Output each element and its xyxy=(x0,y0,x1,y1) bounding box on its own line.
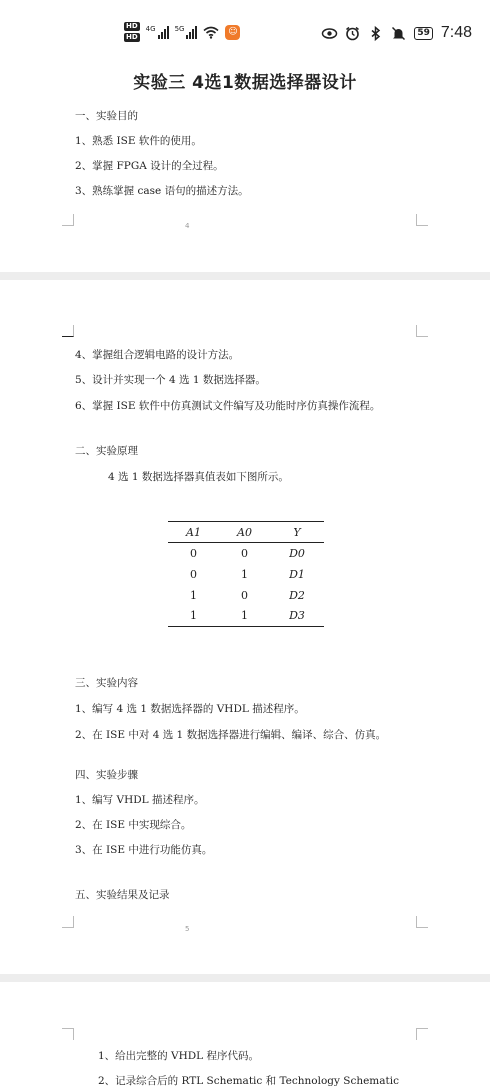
page-corner-mark xyxy=(62,1028,74,1040)
table-cell: D1 xyxy=(289,567,305,581)
section3-heading: 三、实验内容 xyxy=(75,677,138,689)
section2-intro: 4 选 1 数据选择器真值表如下图所示。 xyxy=(108,471,289,483)
signal-strength-sim1-icon xyxy=(146,25,169,39)
notification-app-icon: ☺ xyxy=(225,25,240,40)
wifi-icon xyxy=(203,26,219,39)
table-cell: 0 xyxy=(241,546,248,560)
hd-indicators xyxy=(124,22,140,42)
table-cell: 1 xyxy=(190,609,197,623)
page-corner-mark xyxy=(62,325,74,337)
objective-item: 3、熟练掌握 case 语句的描述方法。 xyxy=(75,185,249,197)
table-cell: 0 xyxy=(241,588,248,602)
hd-voice-icon-2: HD xyxy=(126,33,138,41)
objective-item: 1、熟悉 ISE 软件的使用。 xyxy=(75,135,202,147)
result-item: 2、记录综合后的 RTL Schematic 和 Technology Schematic xyxy=(98,1075,399,1087)
table-cell: 1 xyxy=(241,567,248,581)
table-cell: 1 xyxy=(241,609,248,623)
eye-comfort-icon xyxy=(322,26,337,41)
alarm-icon xyxy=(345,26,360,41)
step-item: 1、编写 VHDL 描述程序。 xyxy=(75,794,205,806)
content-item: 1、编写 4 选 1 数据选择器的 VHDL 描述程序。 xyxy=(75,703,305,715)
status-right-icons xyxy=(322,24,472,42)
table-cell: D3 xyxy=(289,609,305,623)
table-row xyxy=(168,543,324,564)
bluetooth-icon xyxy=(368,26,383,41)
page-corner-mark xyxy=(416,214,428,226)
objective-item: 6、掌握 ISE 软件中仿真测试文件编写及功能时序仿真操作流程。 xyxy=(75,400,381,412)
step-item: 2、在 ISE 中实现综合。 xyxy=(75,819,192,831)
clock-time: 7:48 xyxy=(440,24,472,41)
table-row xyxy=(168,585,324,606)
status-bar xyxy=(0,0,490,64)
signal-strength-sim2-icon xyxy=(175,25,198,39)
section2-heading: 二、实验原理 xyxy=(75,445,138,457)
header-a0: A0 xyxy=(237,525,252,539)
objective-item: 4、掌握组合逻辑电路的设计方法。 xyxy=(75,349,240,361)
mute-icon xyxy=(391,26,406,41)
page-corner-mark xyxy=(416,325,428,337)
page-separator xyxy=(0,974,490,982)
page-corner-mark xyxy=(416,1028,428,1040)
header-a1: A1 xyxy=(186,525,201,539)
header-y: Y xyxy=(293,525,301,539)
page-corner-mark xyxy=(62,214,74,226)
objective-item: 2、掌握 FPGA 设计的全过程。 xyxy=(75,160,224,172)
document-title: 实验三 4选1数据选择器设计 xyxy=(133,73,357,93)
content-item: 2、在 ISE 中对 4 选 1 数据选择器进行编辑、编译、综合、仿真。 xyxy=(75,729,387,741)
page-number: 5 xyxy=(185,925,190,933)
page-separator xyxy=(0,272,490,280)
step-item: 3、在 ISE 中进行功能仿真。 xyxy=(75,844,213,856)
section1-heading: 一、实验目的 xyxy=(75,110,138,122)
status-left-icons xyxy=(124,22,240,42)
table-row xyxy=(168,564,324,585)
sim2-network-label: 5G xyxy=(174,25,185,33)
table-cell: 0 xyxy=(190,546,197,560)
page-corner-mark xyxy=(62,916,74,928)
truth-table xyxy=(168,521,324,627)
objective-item: 5、设计并实现一个 4 选 1 数据选择器。 xyxy=(75,374,266,386)
table-cell: D0 xyxy=(289,546,305,560)
result-item: 1、给出完整的 VHDL 程序代码。 xyxy=(98,1050,259,1062)
table-cell: 1 xyxy=(190,588,197,602)
table-cell: D2 xyxy=(289,588,305,602)
battery-icon: 59 xyxy=(414,27,433,40)
page-number: 4 xyxy=(185,222,190,230)
truth-table-header xyxy=(168,522,324,543)
table-cell: 0 xyxy=(190,567,197,581)
hd-voice-icon: HD xyxy=(126,22,138,30)
section5-heading: 五、实验结果及记录 xyxy=(75,889,170,901)
sim1-network-label: 4G xyxy=(145,25,156,33)
section4-heading: 四、实验步骤 xyxy=(75,769,138,781)
page-corner-mark xyxy=(416,916,428,928)
table-row xyxy=(168,606,324,627)
